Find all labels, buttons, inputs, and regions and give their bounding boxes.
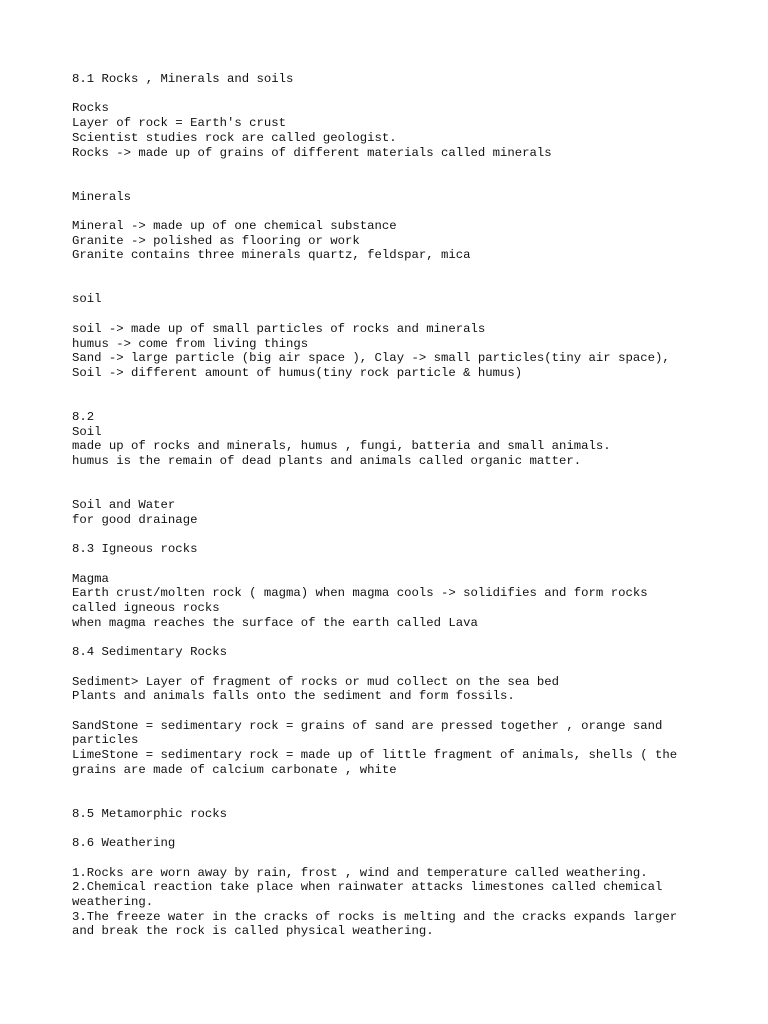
text-line: weathering. [72,895,154,910]
text-line: called igneous rocks [72,601,220,616]
document-body [72,72,712,939]
text-line: SandStone = sedimentary rock = grains of sand are pressed together , orange sand [72,718,663,733]
subheading-minerals: Minerals [72,189,132,204]
blank-line [72,528,712,543]
blank-line [72,381,712,396]
text-line: for good drainage [72,512,198,527]
blank-line [72,484,712,499]
blank-line [72,469,712,484]
blank-line [72,778,712,793]
text-line: Soil -> different amount of humus(tiny rock particle & humus) [72,365,523,380]
text-line: humus is the remain of dead plants and animals called organic matter. [72,454,582,469]
text-line: Layer of rock = Earth's crust [72,116,287,131]
text-line: Sand -> large particle (big air space ), Clay -> small particles(tiny air space), [72,351,670,366]
subheading-magma: Magma [72,571,109,586]
text-line: made up of rocks and minerals, humus , fungi, batteria and small animals. [72,439,611,454]
text-line: Mineral -> made up of one chemical substance [72,218,397,233]
blank-line [72,660,712,675]
blank-line [72,204,712,219]
text-line: grains are made of calcium carbonate , white [72,762,397,777]
text-line: Granite -> polished as flooring or work [72,233,360,248]
blank-line [72,631,712,646]
subheading-soil-and-water: Soil and Water [72,498,176,513]
text-line: Granite contains three minerals quartz, feldspar, mica [72,248,471,263]
heading-8-5: 8.5 Metamorphic rocks [72,806,227,821]
subheading-soil-2: Soil [72,424,102,439]
blank-line [72,792,712,807]
text-line: particles [72,733,139,748]
blank-line [72,557,712,572]
text-line: humus -> come from living things [72,336,309,351]
list-item: 3.The freeze water in the cracks of rocks is melting and the cracks expands larger [72,909,678,924]
blank-line [72,263,712,278]
list-item: 1.Rocks are worn away by rain, frost , wind and temperature called weathering. [72,865,648,880]
blank-line [72,704,712,719]
heading-8-3: 8.3 Igneous rocks [72,542,198,557]
blank-line [72,87,712,102]
text-line: Sediment> Layer of fragment of rocks or mud collect on the sea bed [72,674,560,689]
text-line: soil -> made up of small particles of rocks and minerals [72,321,486,336]
heading-8-4: 8.4 Sedimentary Rocks [72,645,227,660]
subheading-rocks: Rocks [72,101,109,116]
blank-line [72,160,712,175]
heading-8-1: 8.1 Rocks , Minerals and soils [72,72,294,86]
text-line: and break the rock is called physical weathering. [72,924,434,939]
subheading-soil: soil [72,292,102,307]
blank-line [72,851,712,866]
text-line: Scientist studies rock are called geologist. [72,130,397,145]
blank-line [72,175,712,190]
text-line: LimeStone = sedimentary rock = made up of little fragment of animals, shells ( the [72,748,678,763]
heading-8-6: 8.6 Weathering [72,836,176,851]
text-line: Earth crust/molten rock ( magma) when magma cools -> solidifies and form rocks [72,586,648,601]
blank-line [72,395,712,410]
text-line: when magma reaches the surface of the earth called Lava [72,615,478,630]
list-item: 2.Chemical reaction take place when rainwater attacks limestones called chemical [72,880,663,895]
blank-line [72,822,712,837]
blank-line [72,278,712,293]
text-line: Plants and animals falls onto the sediment and form fossils. [72,689,515,704]
heading-8-2: 8.2 [72,410,95,425]
text-line: Rocks -> made up of grains of different materials called minerals [72,145,552,160]
blank-line [72,307,712,322]
